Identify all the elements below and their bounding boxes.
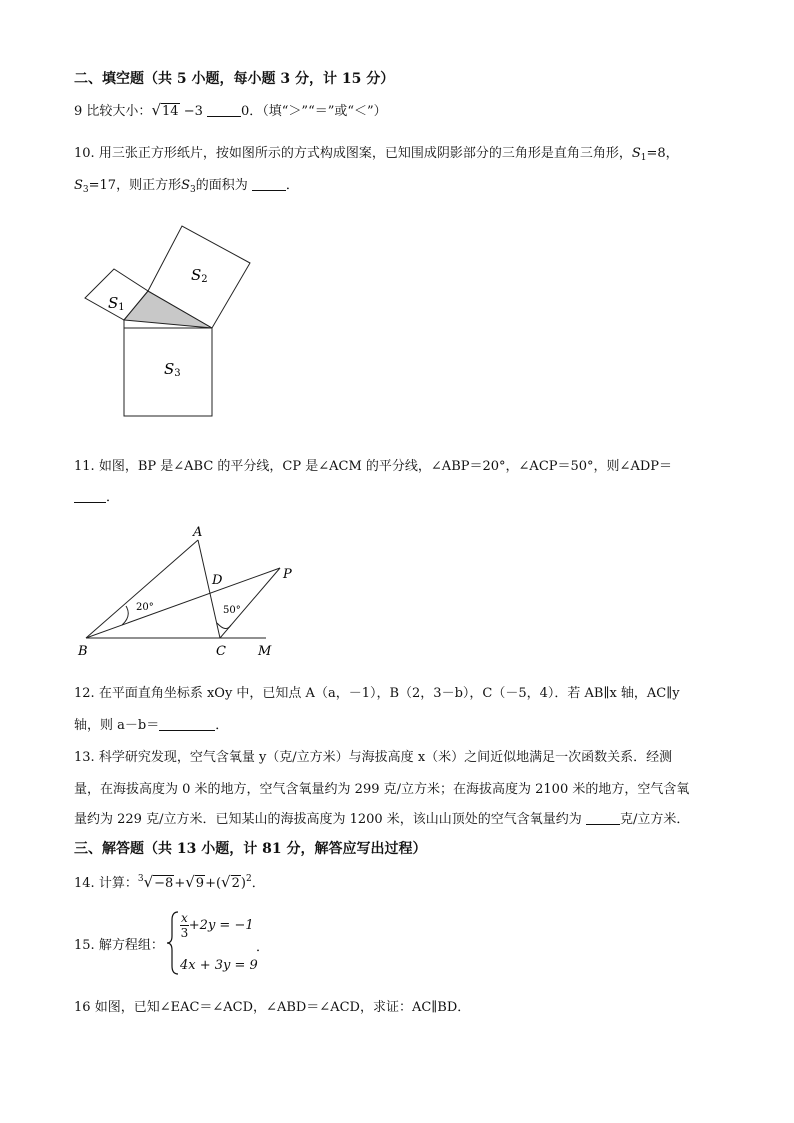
q10-s1-value: =8， [646, 146, 679, 161]
q15-number: 15. [74, 938, 95, 953]
q9-answer-blank[interactable] [207, 103, 241, 117]
sqrt-symbol-3: √ [221, 873, 231, 891]
shaded-right-triangle [124, 291, 212, 328]
q14-close: ) [240, 876, 246, 891]
question-15-lead [74, 934, 164, 953]
q16-number: 16 [74, 1000, 91, 1015]
q10-s3-sub: 3 [82, 185, 89, 195]
q10-s1-sub: 1 [640, 153, 647, 163]
q14-number: 14. [74, 876, 95, 891]
q15-end: ． [256, 940, 270, 955]
q10-s1-symbol: S [631, 146, 641, 161]
q14-exponent: 2 [245, 874, 252, 884]
q15-equation-2: 4x + 3y = 9 [180, 958, 258, 973]
point-p-label: P [283, 567, 292, 582]
question-11-line2 [74, 486, 119, 505]
question-13-line1 [74, 746, 672, 765]
q16-text: 如图，已知∠EAC＝∠ACD，∠ABD＝∠ACD，求证：AC∥BD． [94, 1000, 471, 1015]
point-b-label: B [78, 644, 88, 659]
point-a-label: A [193, 525, 203, 540]
question-9 [74, 100, 387, 119]
question-10-line1 [74, 142, 679, 163]
q12-number: 12. [74, 686, 95, 701]
q14-radicand3: 2 [231, 876, 240, 891]
system-brace [166, 910, 180, 976]
angle-acp-arc [217, 623, 231, 629]
question-12-line1 [74, 682, 680, 701]
q15-lead: 解方程组： [98, 938, 164, 953]
q11-answer-blank[interactable] [74, 489, 106, 503]
question-14 [74, 872, 265, 891]
q14-plus1: + [174, 876, 186, 891]
point-c-label: C [216, 644, 226, 659]
q9-compare: 0．（填“＞”“＝”或“＜”） [241, 104, 387, 119]
q9-minus: −3 [183, 104, 203, 119]
q13-line3a: 量约为 229 克/立方米．已知某山的海拔高度为 1200 米，该山山顶处的空气含氧量约为 [74, 812, 582, 827]
q11-end: ． [106, 490, 120, 505]
question-16 [74, 996, 470, 1015]
side-ab [86, 540, 198, 638]
q10-answer-blank[interactable] [252, 177, 286, 191]
angle-50-label: 50° [223, 605, 241, 616]
q10-s3-sub-b: 3 [189, 185, 196, 195]
q12-line1: 在平面直角坐标系 xOy 中，已知点 A（a，－1），B（2，3－b），C（－5，4）．若 AB∥x 轴，AC∥y [98, 686, 680, 701]
q10-s3-value: =17，则正方形 [88, 178, 182, 193]
q15-eq1-rest: +2y = −1 [188, 918, 254, 933]
q13-line3b: 克/立方米． [619, 812, 690, 827]
q10-end: ． [285, 178, 299, 193]
sqrt-symbol: √ [151, 101, 161, 119]
bisector-bp [86, 568, 280, 638]
cube-root-symbol: √ [143, 873, 154, 891]
question-13-line3 [74, 808, 689, 827]
section-3-heading: 三、解答题（共 13 小题，计 81 分，解答应写出过程） [74, 841, 427, 857]
q15-eq1-denominator: 3 [180, 926, 189, 940]
question-10-line2 [74, 174, 299, 195]
q14-lead: 计算： [98, 876, 138, 891]
q13-line1: 科学研究发现，空气含氧量 y（克/立方米）与海拔高度 x（米）之间近似地满足一次函数关系．经测 [98, 750, 673, 765]
q12-line2a: 轴，则 a－b＝ [74, 718, 160, 733]
point-d-label: D [212, 573, 223, 588]
q10-s3-symbol-b: S [181, 178, 190, 193]
q14-plus2: +( [205, 876, 222, 891]
q11-triangle-figure [74, 520, 304, 662]
q13-number: 13. [74, 750, 95, 765]
q14-root-index: 3 [137, 874, 144, 884]
sqrt-symbol-2: √ [185, 873, 195, 891]
q15-equation-1 [180, 911, 254, 940]
label-s1: S1 [108, 294, 125, 313]
question-11-line1 [74, 455, 672, 474]
q11-text: 如图，BP 是∠ABC 的平分线，CP 是∠ACM 的平分线，∠ABP＝20°，∠ACP＝50°，则∠ADP＝ [98, 459, 673, 474]
q13-answer-blank[interactable] [586, 811, 620, 825]
q10-squares-figure [80, 222, 255, 422]
q10-s3-symbol: S [74, 178, 83, 193]
angle-20-label: 20° [136, 602, 154, 613]
q14-radicand1: −8 [154, 876, 174, 891]
point-m-label: M [258, 644, 272, 659]
q9-number: 9 [74, 104, 83, 119]
q9-lead: 比较大小： [86, 104, 152, 119]
q15-eq1-numerator: x [181, 911, 188, 925]
q11-number: 11. [74, 459, 95, 474]
q14-radicand2: 9 [195, 876, 205, 891]
question-12-line2 [74, 714, 228, 733]
q9-radicand: 14 [162, 104, 179, 119]
question-13-line2: 量，在海拔高度为 0 米的地方，空气含氧量约为 299 克/立方米；在海拔高度为 2100 米的地方，空气含氧 [74, 782, 690, 797]
q10-text1: 用三张正方形纸片，按如图所示的方式构成图案，已知围成阴影部分的三角形是直角三角形， [98, 146, 632, 161]
section-2-heading: 二、填空题（共 5 小题，每小题 3 分，计 15 分） [74, 71, 395, 87]
q12-line2b: ． [215, 718, 229, 733]
q10-number: 10. [74, 146, 95, 161]
q12-answer-blank[interactable] [159, 717, 215, 731]
q10-text2: 的面积为 [195, 178, 248, 193]
label-s3: S3 [164, 360, 181, 379]
label-s2: S2 [191, 266, 208, 285]
q14-end: ． [251, 876, 265, 891]
angle-abp-arc [122, 606, 128, 625]
